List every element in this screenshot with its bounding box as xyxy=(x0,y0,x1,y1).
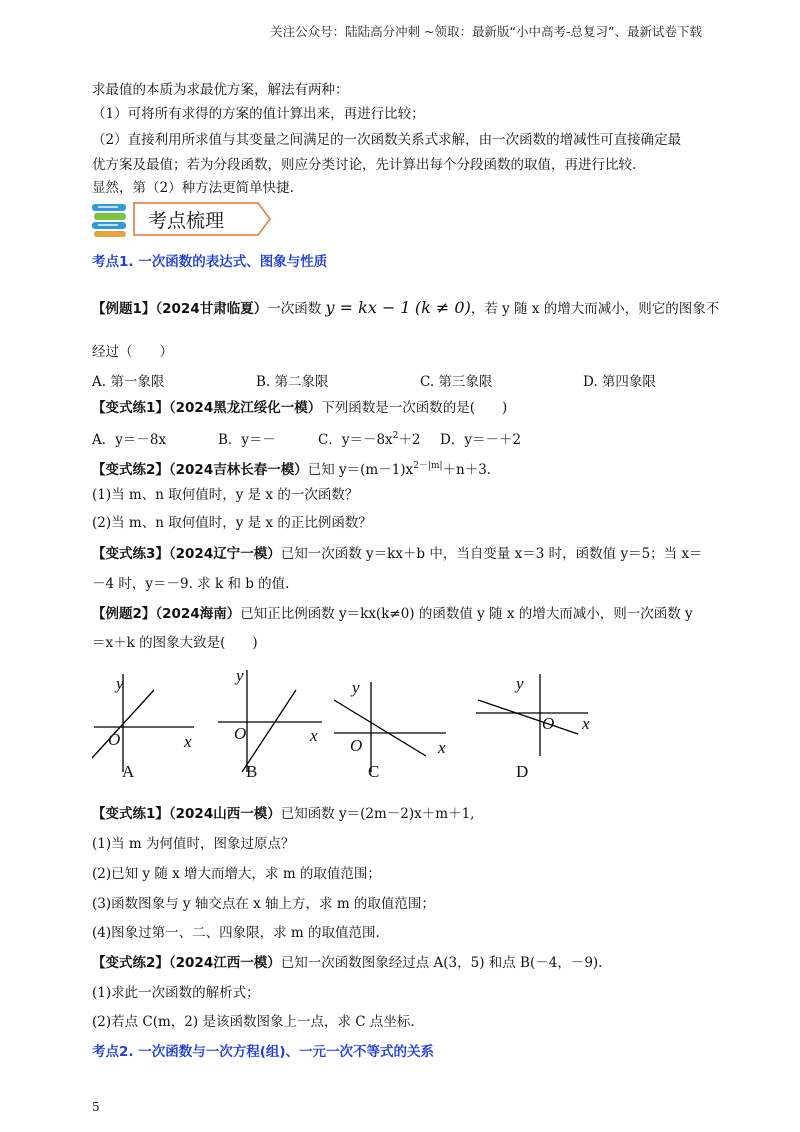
intro-line-3: （2）直接利用所求值与其变量之间满足的一次函数关系式求解，由一次函数的增减性可直接确定最 xyxy=(92,132,682,148)
intro-line-2: （1）可将所有求得的方案的值计算出来，再进行比较； xyxy=(92,106,425,122)
example-1 xyxy=(92,298,719,319)
variant-3-tag: 【变式练3】（2024辽宁一模） xyxy=(92,546,281,562)
graph-a-x-label: x xyxy=(184,732,192,751)
variant-2-sup: 2－|m| xyxy=(413,461,443,471)
page-header: 关注公众号：陆陆高分冲刺 ~领取：最新版“小中高考-总复习”、最新试卷下载 xyxy=(270,24,702,39)
variant-5-q1: (1)求此一次函数的解析式； xyxy=(92,985,260,1001)
example-2-line-2: ＝x＋k 的图象大致是( ) xyxy=(92,635,258,651)
section-title-2: 考点2. 一次函数与一次方程(组)、一元一次不等式的关系 xyxy=(92,1044,435,1060)
variant-1-option-a: A．y＝－8x xyxy=(92,432,167,448)
variant-2 xyxy=(92,456,491,480)
variant-4-tag: 【变式练1】（2024山西一模） xyxy=(92,806,281,822)
graph-d-origin: O xyxy=(542,714,555,733)
variant-1-text: 下列函数是一次函数的是( ) xyxy=(321,400,508,416)
variant-1-option-c-sup: 2 xyxy=(392,431,399,441)
variant-3-line-1: 已知一次函数 y＝kx＋b 中，当自变量 x＝3 时，函数值 y＝5；当 x＝ xyxy=(280,546,703,562)
variant-3 xyxy=(92,544,703,564)
variant-1-option-c-pre: C．y＝－8x xyxy=(318,432,393,448)
example-2-graphs xyxy=(88,660,608,786)
example-2-tag: 【例题2】（2024海南） xyxy=(92,606,241,622)
graph-c-y-label: y xyxy=(352,678,360,697)
example-2 xyxy=(92,604,693,624)
variant-1-option-b: B．y＝－ xyxy=(218,432,277,448)
variant-4-q4: (4)图象过第一、二、四象限，求 m 的取值范围. xyxy=(92,925,380,941)
variant-3-line-2: －4 时，y＝－9. 求 k 和 b 的值. xyxy=(92,576,290,592)
page-number: 5 xyxy=(92,1100,100,1114)
example-1-option-b: B. 第二象限 xyxy=(256,374,329,390)
variant-2-q1: (1)当 m、n 取何值时，y 是 x 的一次函数？ xyxy=(92,487,359,503)
graph-b-y-label: y xyxy=(236,666,244,685)
variant-1-option-c-post: ＋2 xyxy=(398,432,421,448)
variant-4-q2: (2)已知 y 随 x 增大而增大，求 m 的取值范围； xyxy=(92,866,381,882)
graph-c-letter: C xyxy=(368,762,380,781)
example-1-text-a: 一次函数 xyxy=(267,301,322,317)
example-1-option-d: D. 第四象限 xyxy=(583,374,656,390)
example-1-condition: (k ≠ 0) xyxy=(414,298,471,317)
graph-b-letter: B xyxy=(246,762,258,781)
example-1-line-2: 经过（ ） xyxy=(92,344,173,360)
variant-4 xyxy=(92,804,474,824)
variant-1-option-d: D．y＝－＋2 xyxy=(440,432,522,448)
example-1-option-c: C. 第三象限 xyxy=(420,374,493,390)
variant-1-tag: 【变式练1】（2024黑龙江绥化一模） xyxy=(92,400,322,416)
intro-line-4: 优方案及最值；若为分段函数，则应分类讨论，先计算出每个分段函数的取值，再进行比较. xyxy=(92,157,637,173)
variant-5-tag: 【变式练2】（2024江西一模） xyxy=(92,955,281,971)
graph-a-origin: O xyxy=(108,730,121,749)
graph-d-line xyxy=(478,700,578,734)
example-1-text-b: ，若 y 随 x 的增大而减小，则它的图象不 xyxy=(470,301,720,317)
variant-4-q1: (1)当 m 为何值时，图象过原点？ xyxy=(92,836,295,852)
example-1-tag: 【例题1】（2024甘肃临夏） xyxy=(92,301,268,317)
graph-b-line xyxy=(242,690,296,772)
variant-1-option-c xyxy=(318,428,421,448)
graph-c-x-label: x xyxy=(438,738,446,757)
graph-a xyxy=(88,660,208,786)
graph-d-letter: D xyxy=(516,762,529,781)
banner-title: 考点梳理 xyxy=(148,210,225,232)
variant-5-text: 已知一次函数图象经过点 A(3，5) 和点 B(－4，－9). xyxy=(280,955,603,971)
section-title-1: 考点1. 一次函数的表达式、图象与性质 xyxy=(92,254,328,270)
variant-4-text: 已知函数 y＝(2m－2)x＋m＋1, xyxy=(280,806,475,822)
graph-b xyxy=(214,660,334,786)
graph-d-x-label: x xyxy=(582,714,590,733)
graph-c-origin: O xyxy=(350,736,363,755)
graph-a-letter: A xyxy=(122,762,135,781)
graph-b-x-label: x xyxy=(310,726,318,745)
graph-d-y-label: y xyxy=(516,674,524,693)
variant-2-tag: 【变式练2】（2024吉林长春一模） xyxy=(92,462,308,478)
example-1-formula: y = kx − 1 xyxy=(325,298,411,317)
variant-4-q3: (3)函数图象与 y 轴交点在 x 轴上方，求 m 的取值范围； xyxy=(92,896,435,912)
section-banner xyxy=(90,200,280,238)
variant-5 xyxy=(92,953,602,973)
graph-c-line xyxy=(334,700,426,756)
graph-a-y-label: y xyxy=(116,674,124,693)
graph-b-origin: O xyxy=(234,724,247,743)
variant-1 xyxy=(92,398,507,418)
graph-c xyxy=(330,660,450,786)
example-1-option-a: A. 第一象限 xyxy=(92,374,165,390)
intro-line-1: 求最值的本质为求最优方案，解法有两种： xyxy=(92,82,349,98)
variant-2-pre: 已知 y＝(m－1)x xyxy=(307,462,414,478)
variant-2-q2: (2)当 m、n 取何值时，y 是 x 的正比例函数？ xyxy=(92,515,372,531)
variant-5-q2: (2)若点 C(m，2) 是该函数图象上一点，求 C 点坐标. xyxy=(92,1014,415,1030)
example-2-line-1: 已知正比例函数 y＝kx(k≠0) 的函数值 y 随 x 的增大而减小，则一次函数 y xyxy=(240,606,693,622)
variant-2-post: ＋n＋3. xyxy=(442,462,492,478)
intro-line-5: 显然，第（2）种方法更简单快捷. xyxy=(92,180,294,196)
